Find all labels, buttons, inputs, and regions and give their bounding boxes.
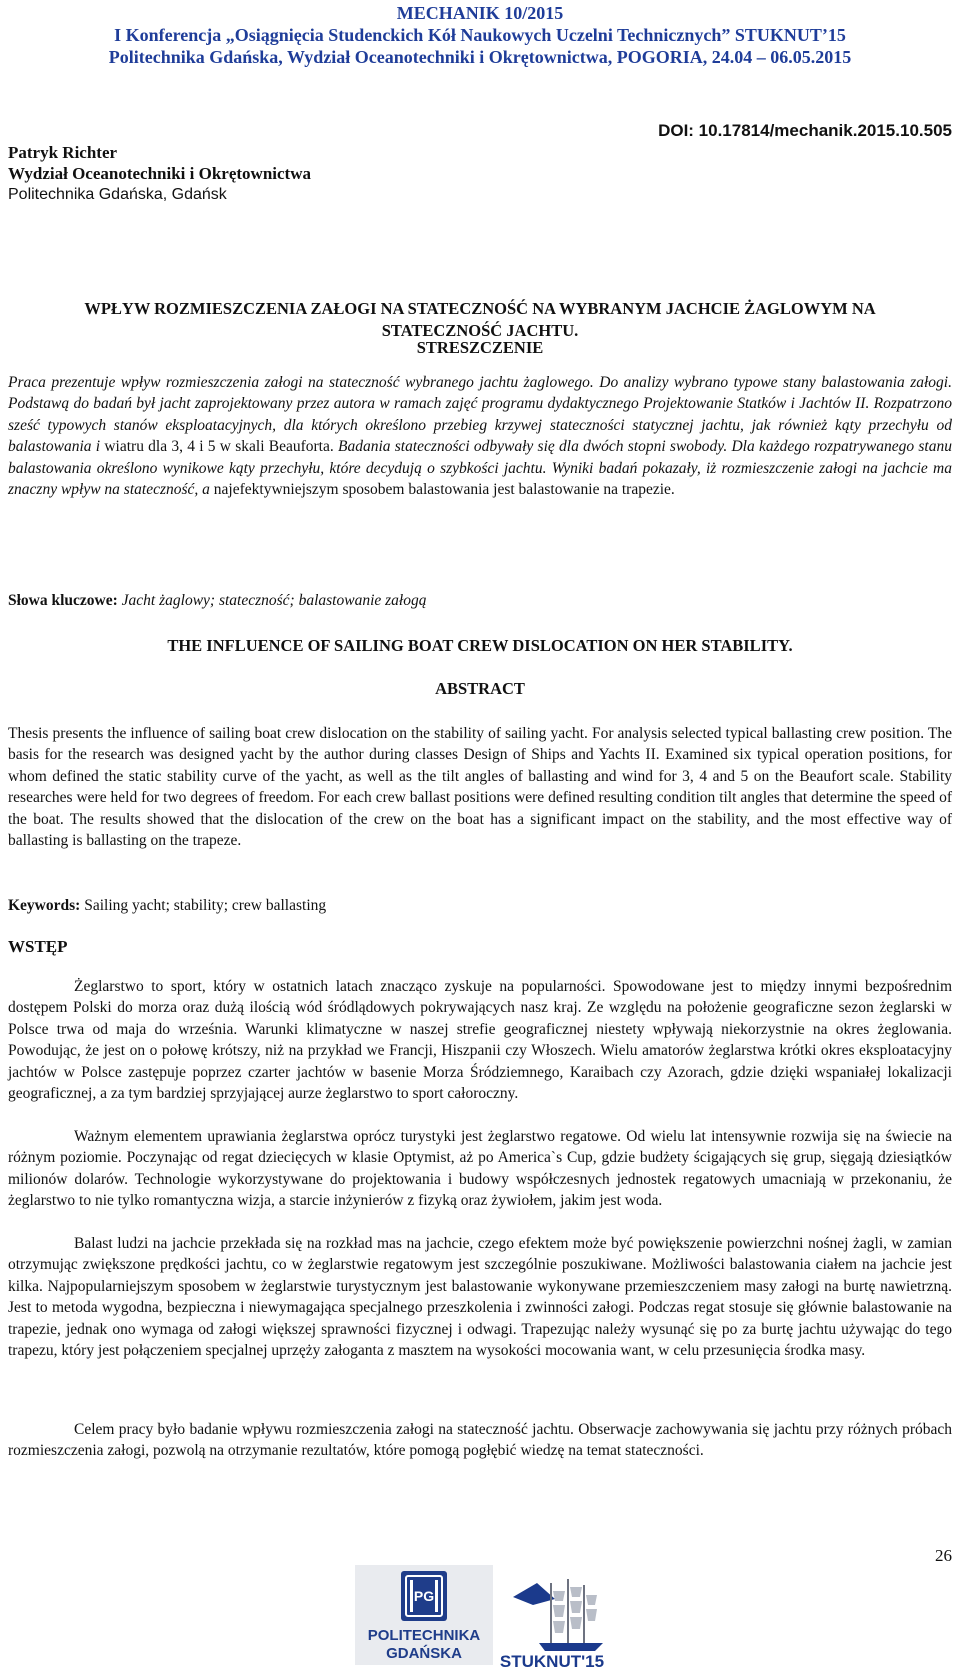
body-paragraph: Balast ludzi na jachcie przekłada się na rozkład mas na jachcie, czego efektem może być powiększenie powierzchni nośnej żagli, w zamian otrzymując zwiększone prędkości jachtu, co w żeglarstwie regatowym jest szczególnie poszukiwane. Możliwości balastowania ciałem na jachcie jest kilka. Najpopularniejszym sposobem w żeglarstwie turystycznym jest balastowanie wykonywane przemieszczeniem masy załogi na burtę nawietrzną. Jest to metoda wygodna, bezpieczna i niewymagająca specjalnego przeszkolenia i zwinności załogi. Podczas regat stosuje się głównie balastowanie na trapezie, jednak ono wymaga od załogi większej sprawności fizycznej i odwagi. Trapezując należy wysunąć się po za burtę jachtu używając do tego trapezu, który jest połączeniem specjalnej uprzęży załoganta z masztem na wysokości mocowania want, w celu przesunięcia środka masy.: [8, 1235, 952, 1360]
slowa-kluczowe-label: Słowa kluczowe:: [8, 592, 118, 609]
streszczenie-italic-1: Praca prezentuje wpływ rozmieszczenia załogi na stateczność wybranego jachtu żaglowego. Do analizy wybrano typowe stany balastowania załogi. Podstawą do badań był jacht zaprojektowany przez autora w ramach zajęć programu dydaktycznego Projektowanie Statków i Jachtów II. Rozpatrzono sześć typowych stanów eksploatacyjnych, dla których określono przebieg krzywej stateczności statycznej jachtu, jak również kąty przechyłu od balastowania i: [8, 374, 952, 456]
author-block: [8, 142, 311, 205]
streszczenie-italic-2: Badania stateczności odbywały się dla dwóch stopni swobody. Dla każdego rozpatrywanego stanu balastowania określono wynikowe kąty przechyłu, które decydują o szybkości jachtu. Wyniki badań pokazały, iż rozmieszczenie załogi na jachcie ma znaczny wpływ na stateczność, a: [8, 438, 952, 499]
title-polish-line2: STATECZNOŚĆ JACHTU.: [381, 321, 579, 340]
streszczenie-plain-2: najefektywniejszym sposobem balastowania jest balastowanie na trapezie.: [209, 481, 675, 499]
streszczenie-plain-1: wiatru dla 3, 4 i 5 w skali Beauforta.: [100, 438, 338, 456]
title-polish-line1: WPŁYW ROZMIESZCZENIA ZAŁOGI NA STATECZNOŚĆ NA WYBRANYM JACHCIE ŻAGLOWYM NA: [84, 299, 876, 318]
author-faculty: Wydział Oceanotechniki i Okrętownictwa: [8, 164, 311, 183]
journal-header-line: MECHANIK 10/2015: [396, 3, 564, 23]
keywords: [8, 897, 326, 915]
keywords-label: Keywords:: [8, 897, 81, 914]
pg-logo-line1: POLITECHNIKA: [367, 1627, 481, 1644]
politechnika-gdanska-logo: [355, 1565, 493, 1665]
keywords-value: Sailing yacht; stability; crew ballasting: [80, 897, 327, 914]
pg-emblem: [401, 1571, 447, 1621]
title-english: THE INFLUENCE OF SAILING BOAT CREW DISLOCATION ON HER STABILITY.: [167, 636, 793, 655]
stuknut-logo: [495, 1565, 610, 1671]
pg-logo-line2: GDAŃSKA: [386, 1645, 462, 1662]
title-polish: [8, 298, 952, 342]
streszczenie-heading: STRESZCZENIE: [416, 338, 544, 357]
abstract-heading: ABSTRACT: [435, 679, 525, 698]
conference-header-line: I Konferencja „Osiągnięcia Studenckich Kół Naukowych Uczelni Technicznych” STUKNUT’15: [114, 25, 846, 45]
slowa-kluczowe: [8, 592, 426, 610]
tall-ship-icon: [513, 1579, 603, 1651]
body-paragraph: Celem pracy było badanie wpływu rozmieszczenia załogi na stateczność jachtu. Obserwacje zachowywania się jachtu przy różnych próbach rozmieszczenia załogi, pozwolą na otrzymanie rezultatów, które pomogą pogłębić wiedzę na temat stateczności.: [8, 1421, 952, 1460]
body-paragraph: Żeglarstwo to sport, który w ostatnich latach znacząco zyskuje na popularności. Spowodowane jest to między innymi bezpośrednim dostępem Polski do morza oraz dużą ilością wód śródlądowych pokrywających nasz kraj. Ze względu na położenie geograficzne sezon żeglarski w Polsce trwa od maja do września. Warunki klimatyczne w naszej strefie geograficznej niestety wpływają niekorzystnie na okres żeglowania. Powodując, że jest on o połowę krótszy, niż na przykład we Francji, Hiszpanii czy Włoszech. Wielu amatorów żeglarstwa krótki okres eksploatacyjny jachtów w Polsce zastępuje poprzez czarter jachtów w basenie Morza Śródziemnego, Karaibach czy Azorach, gdzie dzięki wspaniałej lokalizacji geograficznej, a za tym bardziej sprzyjającej aurze żeglarstwo to sport całoroczny.: [8, 978, 952, 1103]
page-number: 26: [935, 1546, 952, 1565]
author-name: Patryk Richter: [8, 143, 118, 162]
stuknut-logo-text: STUKNUT'15: [499, 1652, 605, 1671]
abstract-text: Thesis presents the influence of sailing boat crew dislocation on the stability of sailing yacht. For analysis selected typical ballasting crew position. The basis for the research was designed yacht by the author during classes Design of Ships and Yachts II. Examined six typical operation positions, for whom defined the static stability curve of the yacht, as well as the tilt angles of ballasting and wind for 3, 4 and 5 on the Beaufort scale. Stability researches were held for two degrees of freedom. For each crew ballast positions were defined resulting condition tilt angles that determine the speed of the boat. The results showed that the dislocation of the crew on the boat has a significant impact on the stability, and the most effective way of ballasting is ballasting on the trapeze.: [8, 725, 952, 850]
doi: DOI: 10.17814/mechanik.2015.10.505: [658, 121, 952, 140]
section-heading-wstep: WSTĘP: [8, 937, 68, 956]
streszczenie-text: [8, 372, 952, 500]
pg-monogram: PG: [413, 1588, 435, 1604]
slowa-kluczowe-value: Jacht żaglowy; stateczność; balastowanie załogą: [117, 592, 427, 609]
author-university: Politechnika Gdańska, Gdańsk: [8, 186, 227, 203]
venue-header-line: Politechnika Gdańska, Wydział Oceanotechniki i Okrętownictwa, POGORIA, 24.04 – 06.05.2015: [108, 47, 852, 67]
body-paragraph: Ważnym elementem uprawiania żeglarstwa oprócz turystyki jest żeglarstwo regatowe. Od wielu lat intensywnie rozwija się na świecie na różnym poziomie. Poczynając od regat dziecięcych w klasie Optymist, aż po America`s Cup, gdzie budżety ścigających się grup, sięgają dziesiątków milionów dolarów. Technologie wykorzystywane do projektowania i budowy współczesnych jednostek regatowych umacniają w przekonaniu, że żeglarstwo to nie tylko romantyczna wizja, a starcie inżynierów z fizyką oraz żywiołem, jakim jest woda.: [8, 1128, 952, 1210]
